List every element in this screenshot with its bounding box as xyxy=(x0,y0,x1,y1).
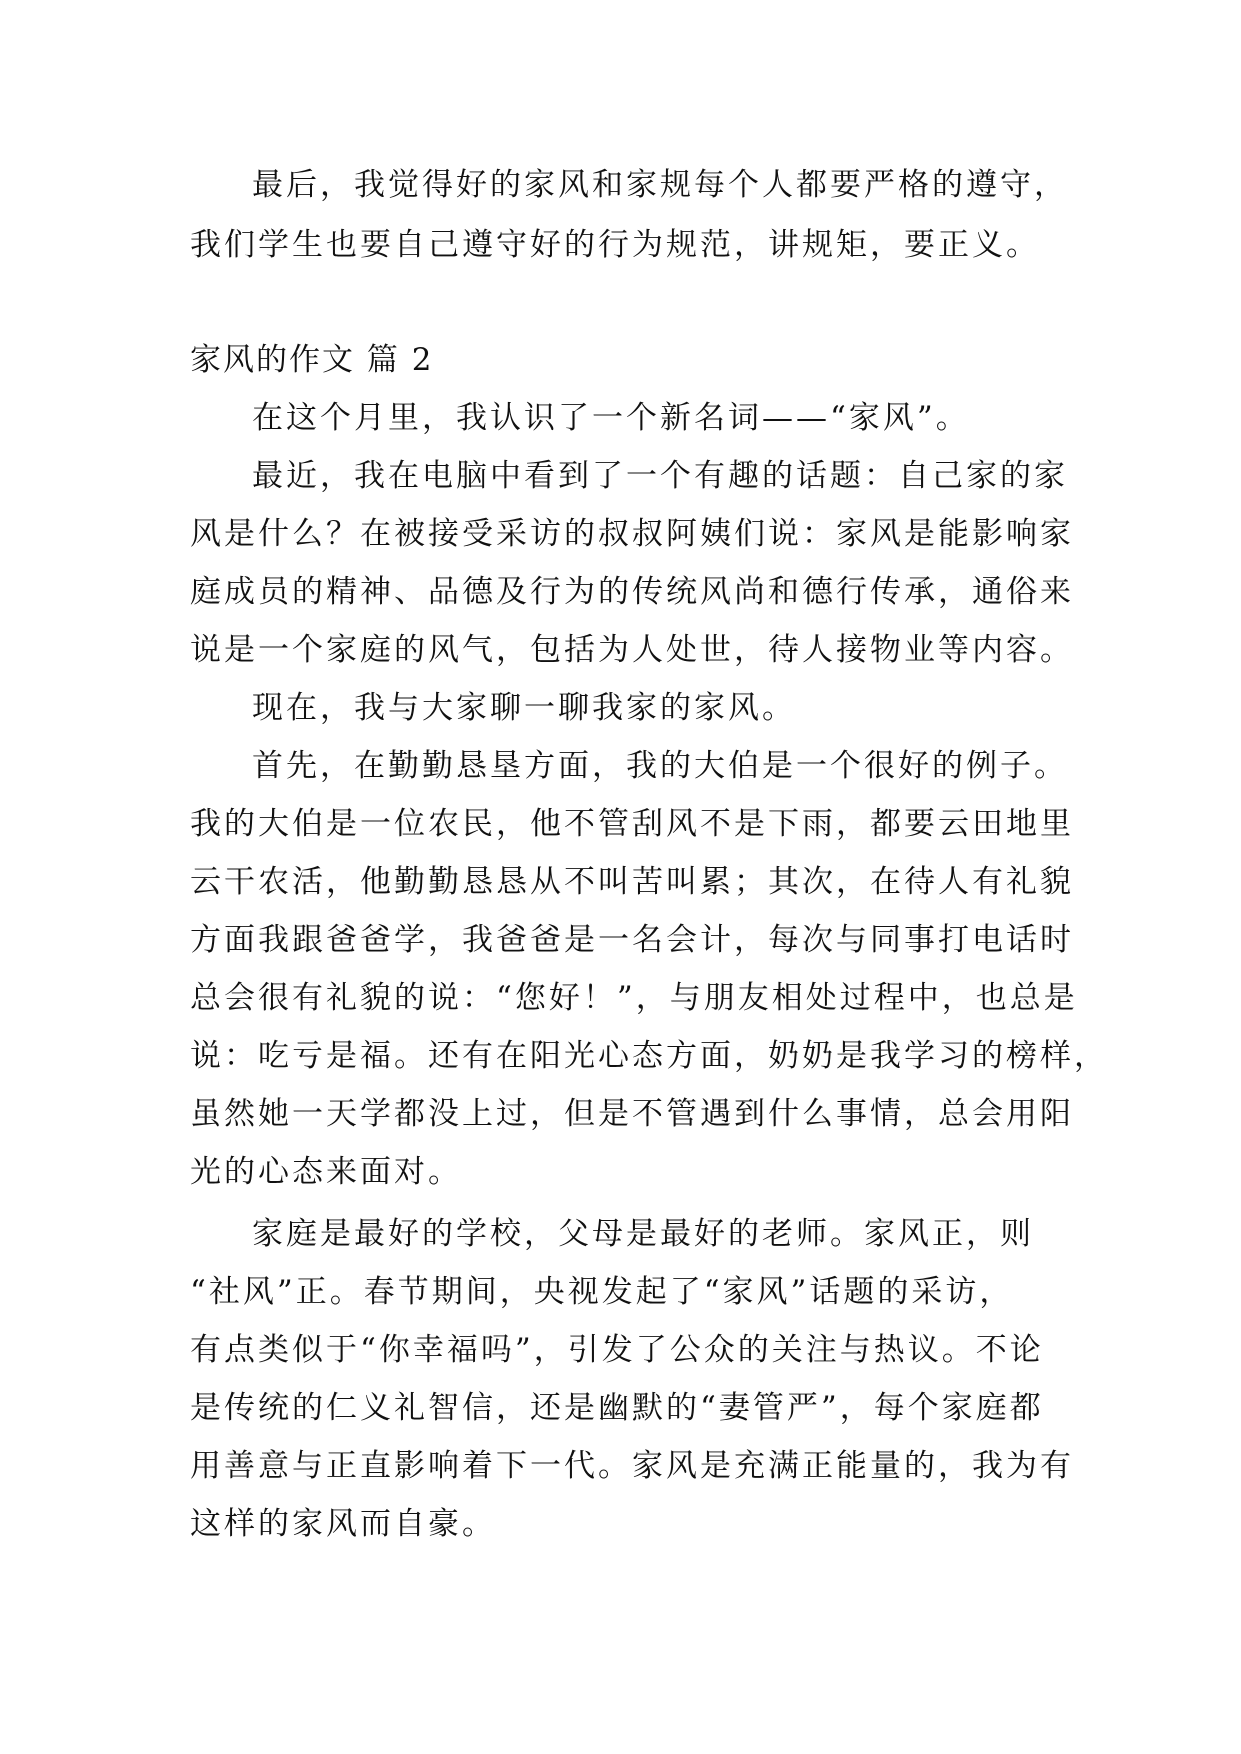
paragraph-line: 我的大伯是一位农民，他不管刮风不是下雨，都要云田地里 xyxy=(190,806,1074,842)
paragraph-line: “社风”正。春节期间，央视发起了“家风”话题的采访， xyxy=(190,1274,1014,1310)
paragraph-line: 家庭是最好的学校，父母是最好的老师。家风正，则 xyxy=(252,1216,1034,1252)
paragraph-line: 是传统的仁义礼智信，还是幽默的“妻管严”，每个家庭都 xyxy=(190,1390,1044,1426)
paragraph-line: 说是一个家庭的风气，包括为人处世，待人接物业等内容。 xyxy=(190,632,1074,668)
paragraph-line: 总会很有礼貌的说：“您好！”，与朋友相处过程中，也总是 xyxy=(190,980,1078,1016)
paragraph-line: 最后，我觉得好的家风和家规每个人都要严格的遵守， xyxy=(252,167,1068,203)
paragraph-line: 这样的家风而自豪。 xyxy=(190,1506,496,1542)
paragraph-line: 光的心态来面对。 xyxy=(190,1154,462,1190)
paragraph-line: 方面我跟爸爸学，我爸爸是一名会计，每次与同事打电话时 xyxy=(190,922,1074,958)
paragraph-line: 现在，我与大家聊一聊我家的家风。 xyxy=(252,690,796,726)
paragraph-line: 庭成员的精神、品德及行为的传统风尚和德行传承，通俗来 xyxy=(190,574,1074,610)
paragraph-line: 我们学生也要自己遵守好的行为规范，讲规矩，要正义。 xyxy=(190,227,1040,263)
paragraph-line: 风是什么？在被接受采访的叔叔阿姨们说：家风是能影响家 xyxy=(190,516,1074,552)
paragraph-line: 最近，我在电脑中看到了一个有趣的话题：自己家的家 xyxy=(252,458,1068,494)
paragraph-line: 虽然她一天学都没上过，但是不管遇到什么事情，总会用阳 xyxy=(190,1096,1074,1132)
section-heading: 家风的作文 篇 2 xyxy=(190,342,434,378)
paragraph-line: 用善意与正直影响着下一代。家风是充满正能量的，我为有 xyxy=(190,1448,1074,1484)
paragraph-line: 云干农活，他勤勤恳恳从不叫苦叫累；其次，在待人有礼貌 xyxy=(190,864,1074,900)
paragraph-line: 在这个月里，我认识了一个新名词——“家风”。 xyxy=(252,400,970,436)
paragraph-line: 有点类似于“你幸福吗”，引发了公众的关注与热议。不论 xyxy=(190,1332,1044,1368)
paragraph-line: 首先，在勤勤恳垦方面，我的大伯是一个很好的例子。 xyxy=(252,748,1068,784)
paragraph-line: 说：吃亏是福。还有在阳光心态方面，奶奶是我学习的榜样， xyxy=(190,1038,1108,1074)
